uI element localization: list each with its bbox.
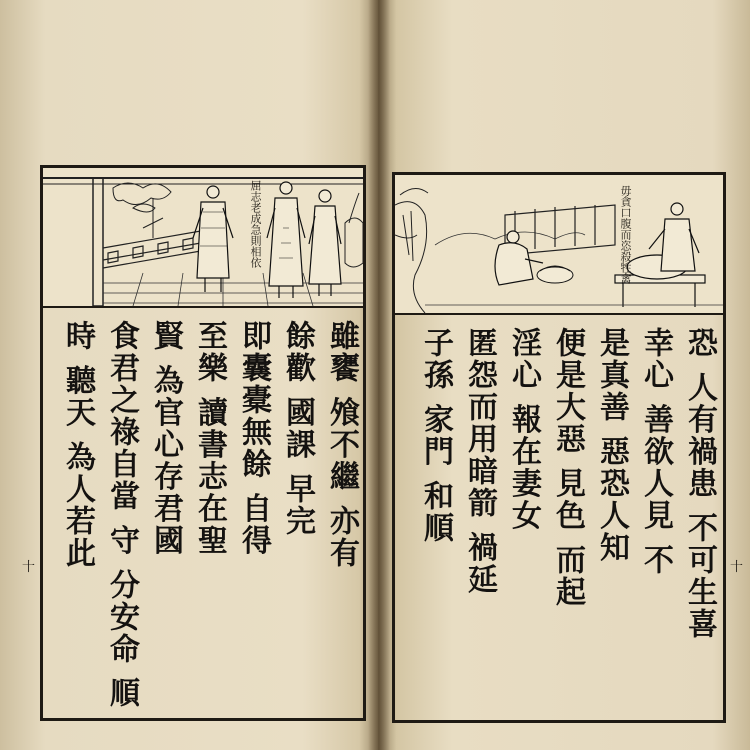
left-page-frame — [40, 165, 366, 721]
right-illustration — [395, 175, 723, 315]
text-column: 恐 人有禍患 不可生喜 — [682, 327, 717, 640]
courtyard-scene-image — [43, 168, 363, 306]
illustration-caption: 毋貪口腹而恣殺牲禽 — [619, 185, 632, 284]
text-column: 至樂 讀書志在聖 — [192, 320, 227, 557]
text-column: 匿怨而用暗箭 禍延 — [462, 327, 497, 596]
slaughter-scene-image — [395, 175, 723, 313]
text-column: 是真善 惡恐人知 — [594, 327, 629, 564]
text-column: 時 聽天 為人若此 — [60, 320, 95, 569]
text-column: 雖饔 飧不繼 亦有 — [324, 320, 359, 569]
right-page-frame — [392, 172, 726, 723]
left-text-block — [43, 308, 363, 718]
page-number: 十 — [22, 560, 36, 575]
left-illustration — [43, 168, 363, 308]
text-column: 賢 為官心存君國 — [148, 320, 183, 557]
book-spine-shadow — [368, 0, 390, 750]
text-column: 子孫 家門 和順 — [418, 327, 453, 544]
illustration-caption: 屈志老成急則相依 — [249, 180, 262, 268]
text-column: 淫心 報在妻女 — [506, 327, 541, 532]
right-text-block — [395, 315, 723, 720]
text-column: 便是大惡 見色 而起 — [550, 327, 585, 608]
text-column: 即囊橐無餘 自得 — [236, 320, 271, 557]
text-column: 餘歡 國課 早完 — [280, 320, 315, 537]
text-column: 食君之祿自當 守 分安命 順 — [104, 320, 139, 710]
text-column: 幸心 善欲人見 不 — [638, 327, 673, 576]
page-number: 十 — [730, 560, 744, 575]
